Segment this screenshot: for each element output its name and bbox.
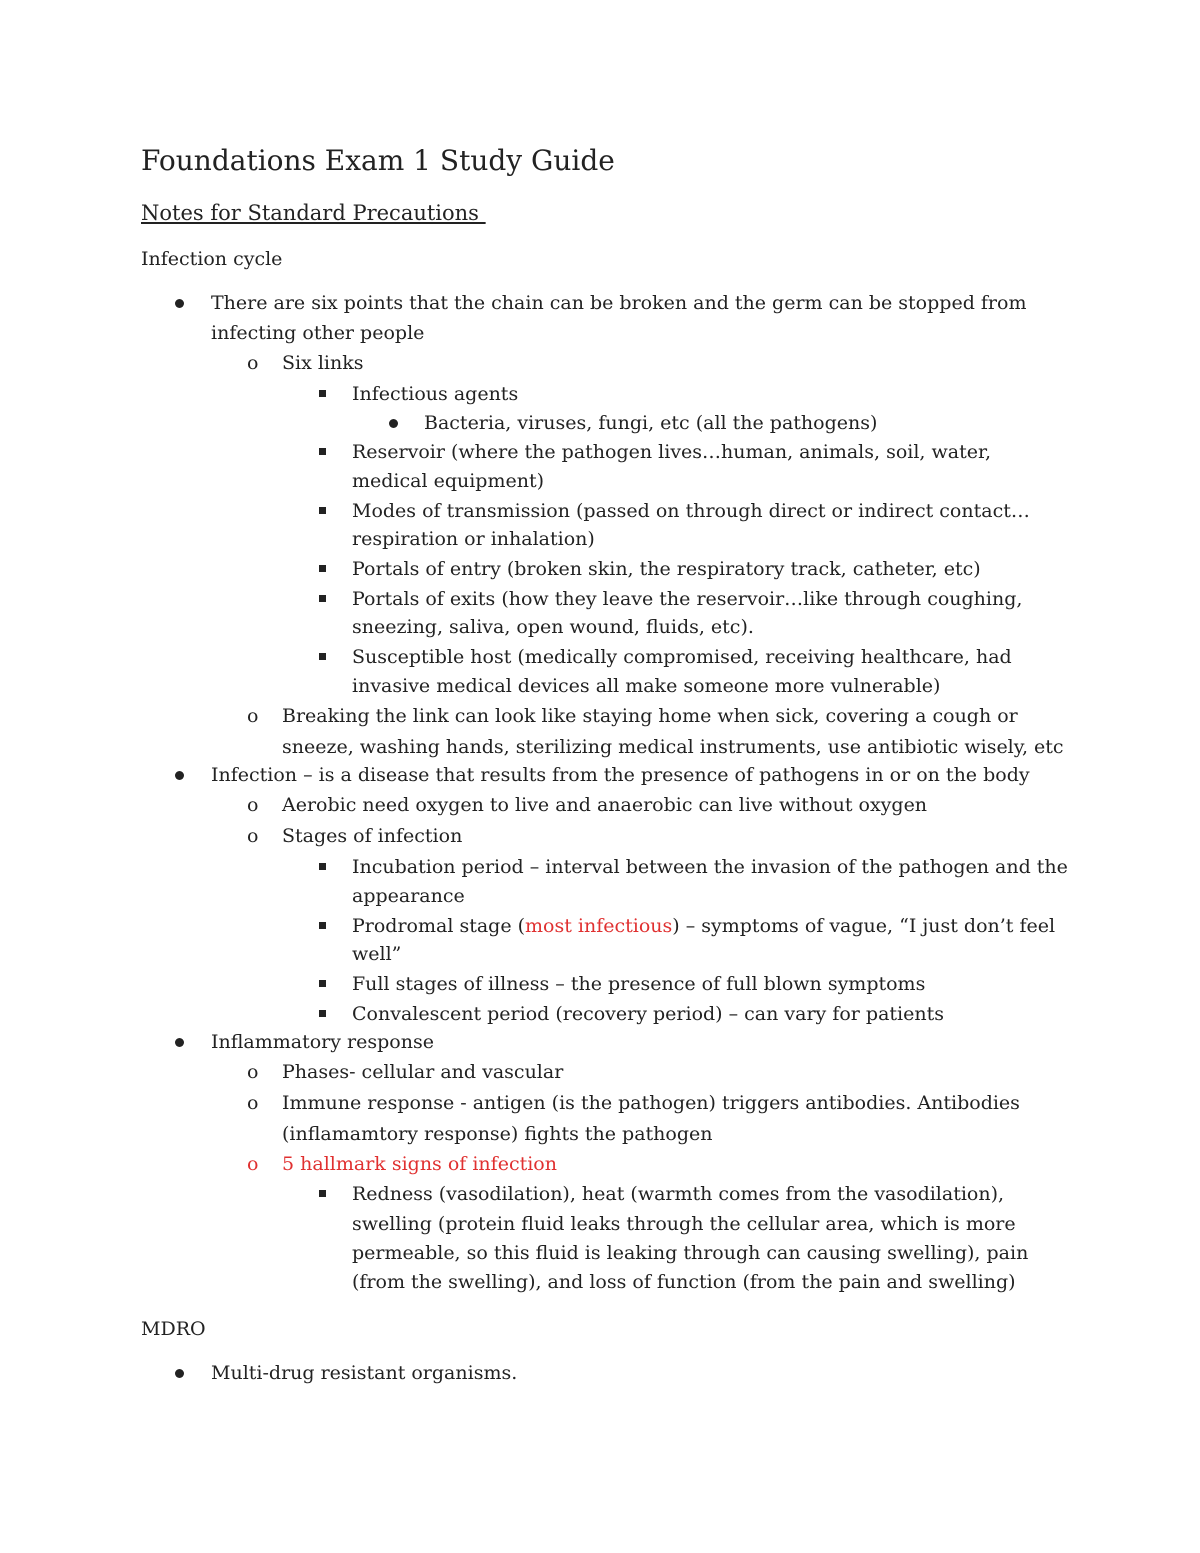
bullet-dot xyxy=(175,1038,184,1047)
highlight-most-infectious: most infectious xyxy=(525,915,673,937)
list-item-infectious-agents: Infectious agents xyxy=(352,383,519,405)
circle-marker: o xyxy=(247,1061,259,1083)
list-item-stages: Stages of infection xyxy=(282,825,463,847)
list-item-convalescent: Convalescent period (recovery period) – can vary for patients xyxy=(352,1003,944,1025)
list-item-reservoir: Reservoir (where the pathogen lives…human, animals, soil, water, xyxy=(352,441,991,463)
circle-marker: o xyxy=(247,352,259,374)
square-bullet xyxy=(319,922,326,929)
bullet-dot xyxy=(175,1369,184,1378)
square-bullet xyxy=(319,653,326,660)
list-item-inflammatory: Inflammatory response xyxy=(211,1031,434,1053)
list-item-bacteria: Bacteria, viruses, fungi, etc (all the pathogens) xyxy=(424,412,878,434)
list-item-incubation: Incubation period – interval between the invasion of the pathogen and the xyxy=(352,856,1068,878)
list-item-exits-cont: sneezing, saliva, open wound, fluids, etc). xyxy=(352,616,754,638)
list-item-redness-cont-1: swelling (protein fluid leaks through the cellular area, which is more xyxy=(352,1213,1016,1235)
list-item-prodromal-cont: well” xyxy=(352,943,402,965)
heading-infection-cycle: Infection cycle xyxy=(141,248,283,270)
list-item-full-stages: Full stages of illness – the presence of full blown symptoms xyxy=(352,973,926,995)
list-item-breaking-cont: sneeze, washing hands, sterilizing medical instruments, use antibiotic wisely, etc xyxy=(282,736,1064,758)
square-bullet xyxy=(319,980,326,987)
square-bullet xyxy=(319,448,326,455)
list-item-reservoir-cont: medical equipment) xyxy=(352,470,545,492)
list-item-phases: Phases- cellular and vascular xyxy=(282,1061,564,1083)
list-item-modes-cont: respiration or inhalation) xyxy=(352,528,595,550)
list-item-modes: Modes of transmission (passed on through direct or indirect contact… xyxy=(352,500,1030,522)
square-bullet xyxy=(319,595,326,602)
square-bullet xyxy=(319,390,326,397)
list-item-entry: Portals of entry (broken skin, the respiratory track, catheter, etc) xyxy=(352,558,981,580)
bullet-dot xyxy=(389,419,398,428)
circle-marker-red: o xyxy=(247,1153,259,1175)
list-item-immune-cont: (inflamamtory response) fights the pathogen xyxy=(282,1123,713,1145)
list-item-redness-cont-2: permeable, so this fluid is leaking through can causing swelling), pain xyxy=(352,1242,1029,1264)
list-item-mdro: Multi-drug resistant organisms. xyxy=(211,1362,518,1384)
bullet-dot xyxy=(175,771,184,780)
list-item-incubation-cont: appearance xyxy=(352,885,465,907)
list-item-six-links: Six links xyxy=(282,352,364,374)
square-bullet xyxy=(319,1190,326,1197)
list-item-immune: Immune response - antigen (is the pathogen) triggers antibodies. Antibodies xyxy=(282,1092,1020,1114)
bullet-dot xyxy=(175,299,184,308)
prodromal-text-end: ) – symptoms of vague, “I just don’t feel xyxy=(672,915,1056,937)
list-item-aerobic: Aerobic need oxygen to live and anaerobic can live without oxygen xyxy=(282,794,928,816)
list-item-six-points-cont: infecting other people xyxy=(211,322,425,344)
square-bullet xyxy=(319,863,326,870)
list-item-redness: Redness (vasodilation), heat (warmth comes from the vasodilation), xyxy=(352,1183,1005,1205)
circle-marker: o xyxy=(247,1092,259,1114)
list-item-six-points: There are six points that the chain can be broken and the germ can be stopped from xyxy=(211,292,1027,314)
heading-mdro: MDRO xyxy=(141,1318,206,1340)
list-item-breaking: Breaking the link can look like staying home when sick, covering a cough or xyxy=(282,705,1018,727)
section-subtitle: Notes for Standard Precautions xyxy=(141,201,486,225)
list-item-prodromal xyxy=(352,912,1055,941)
list-item-infection-definition: Infection – is a disease that results from the presence of pathogens in or on the body xyxy=(211,764,1030,786)
square-bullet xyxy=(319,1010,326,1017)
list-item-host: Susceptible host (medically compromised, receiving healthcare, had xyxy=(352,646,1012,668)
list-item-exits: Portals of exits (how they leave the reservoir…like through coughing, xyxy=(352,588,1023,610)
square-bullet xyxy=(319,507,326,514)
document-title: Foundations Exam 1 Study Guide xyxy=(141,144,615,177)
prodromal-text-start: Prodromal stage ( xyxy=(352,915,526,937)
circle-marker: o xyxy=(247,705,259,727)
square-bullet xyxy=(319,565,326,572)
circle-marker: o xyxy=(247,825,259,847)
list-item-hallmark: 5 hallmark signs of infection xyxy=(282,1153,557,1175)
circle-marker: o xyxy=(247,794,259,816)
list-item-host-cont: invasive medical devices all make someone more vulnerable) xyxy=(352,675,941,697)
list-item-redness-cont-3: (from the swelling), and loss of function (from the pain and swelling) xyxy=(352,1271,1016,1293)
